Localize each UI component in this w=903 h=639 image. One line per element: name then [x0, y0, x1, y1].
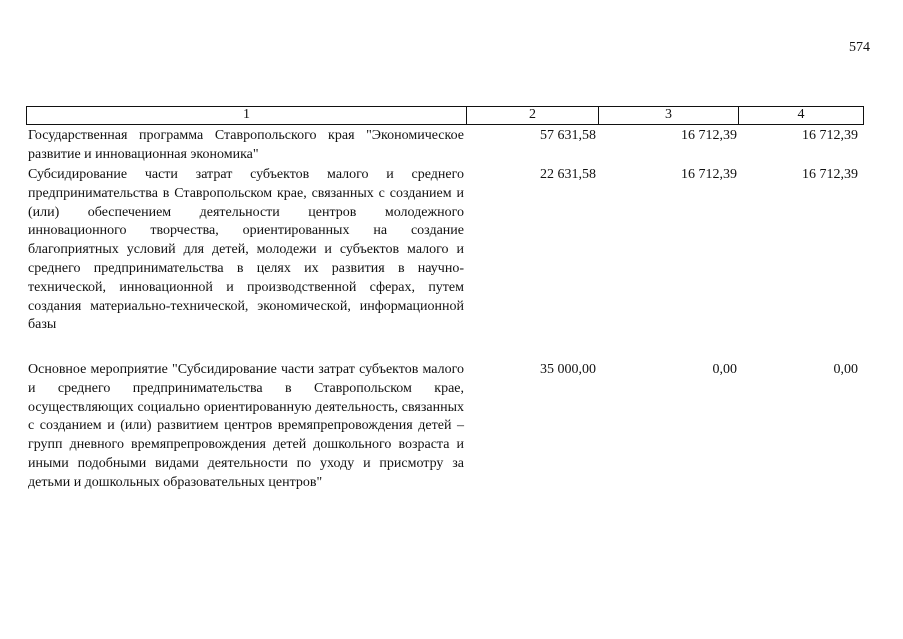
table-header-row: [26, 106, 864, 125]
header-col-1: 1: [27, 107, 467, 124]
row-value-col-3: 16 712,39: [681, 167, 737, 182]
row-value-col-4: 16 712,39: [802, 128, 858, 143]
row-value-col-4: 16 712,39: [802, 167, 858, 182]
header-col-3: 3: [599, 107, 739, 124]
row-description: Основное мероприятие "Субсидирование части затрат субъектов малого и среднего предпринимательства в Ставропольском крае, осуществляющих социально ориентированную деятельность, связанных с созданием и (или) развитием центров времяпрепровождения детей – групп дневного времяпрепровождения детей дошкольного возраста и иными подобными видами деятельности по уходу и присмотру за детьми и дошкольных образовательных центров": [28, 362, 464, 490]
row-description: Субсидирование части затрат субъектов малого и среднего предпринимательства в Ставропольском крае, связанных с созданием и (или) обеспечением деятельности центров молодежного инновационного творчества, ориентированных на создание благоприятных условий для детей, молодежи и субъектов малого и среднего предпринимательства в целях их развития в научно-технической, инновационной и производственной сферах, путем создания материально-технической, экономической, информационной базы: [28, 167, 464, 333]
row-value-col-3: 16 712,39: [681, 128, 737, 143]
table-row: [28, 166, 858, 335]
row-value-col-3: 0,00: [712, 362, 737, 377]
row-description: Государственная программа Ставропольского края "Экономическое развитие и инновационная экономика": [28, 128, 464, 162]
header-col-2: 2: [467, 107, 599, 124]
row-value-col-4: 0,00: [833, 362, 858, 377]
row-value-col-2: 35 000,00: [540, 362, 596, 377]
header-col-4: 4: [797, 107, 805, 122]
row-value-col-2: 57 631,58: [540, 128, 596, 143]
table-row: [28, 361, 858, 493]
page-number: 574: [849, 40, 870, 55]
table-row: [28, 127, 858, 165]
row-value-col-2: 22 631,58: [540, 167, 596, 182]
